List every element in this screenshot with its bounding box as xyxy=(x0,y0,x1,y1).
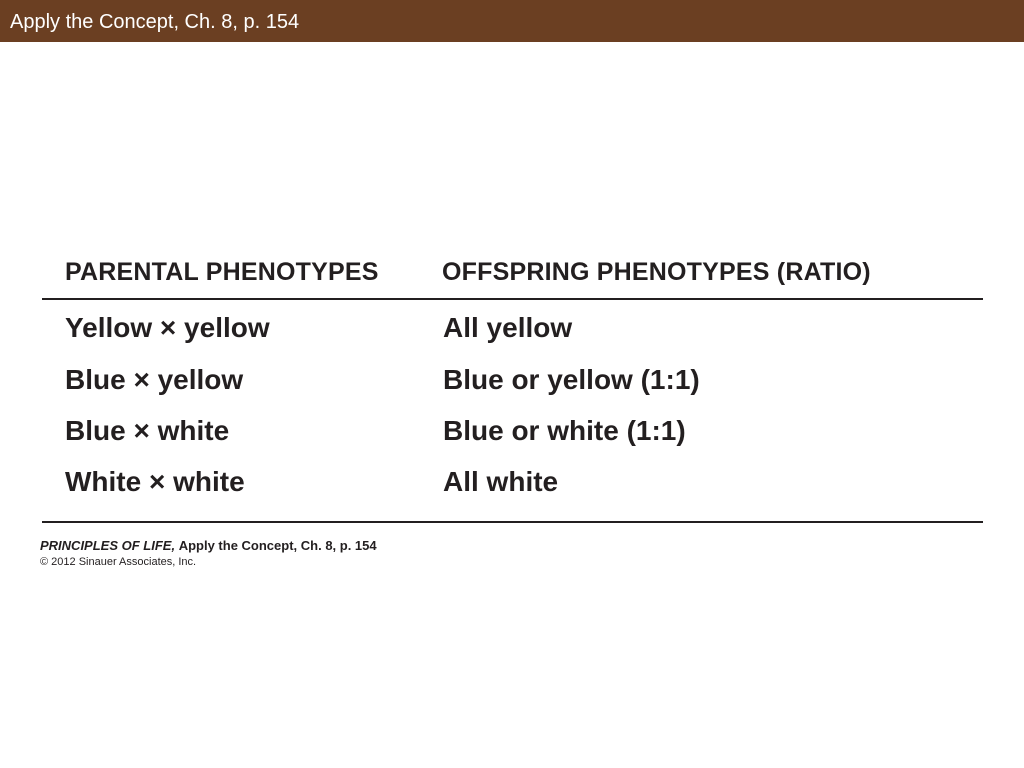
parental-cell: Yellow × yellow xyxy=(65,312,270,343)
offspring-cell: Blue or white (1:1) xyxy=(443,415,686,446)
column-header-parental: PARENTAL PHENOTYPES xyxy=(65,258,379,286)
offspring-cell: All yellow xyxy=(443,312,573,343)
table-row xyxy=(0,361,1024,401)
table-row xyxy=(0,463,1024,503)
table-row xyxy=(0,309,1024,349)
table-row xyxy=(0,412,1024,452)
offspring-cell: All white xyxy=(443,466,559,497)
caption-reference: Apply the Concept, Ch. 8, p. 154 xyxy=(178,538,377,553)
column-header-offspring: OFFSPRING PHENOTYPES (RATIO) xyxy=(442,258,871,286)
offspring-cell: Blue or yellow (1:1) xyxy=(443,364,700,395)
figure-caption xyxy=(40,537,377,554)
book-title: PRINCIPLES OF LIFE, xyxy=(40,538,176,553)
parental-cell: Blue × yellow xyxy=(65,364,244,395)
table-bottom-rule xyxy=(42,521,983,523)
copyright-notice: © 2012 Sinauer Associates, Inc. xyxy=(40,556,197,568)
parental-cell: Blue × white xyxy=(65,415,230,446)
slide-title: Apply the Concept, Ch. 8, p. 154 xyxy=(10,11,300,33)
table-top-rule xyxy=(42,298,983,300)
parental-cell: White × white xyxy=(65,466,245,497)
